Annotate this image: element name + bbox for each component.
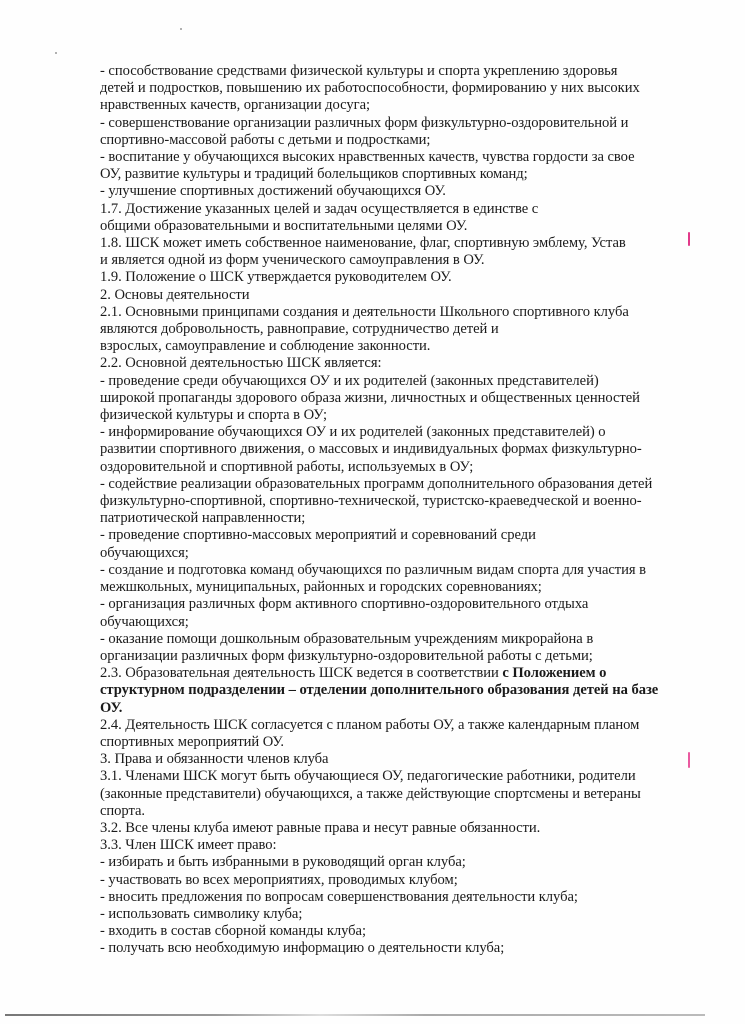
text-line: - проведение среди обучающихся ОУ и их родителей (законных представителей): [100, 372, 599, 389]
text-line: 2. Основы деятельности: [100, 286, 250, 303]
text-line: - участвовать во всех мероприятиях, проводимых клубом;: [100, 871, 458, 888]
text-line: физкультурно-спортивной, спортивно-технической, туристско-краеведческой и военно-: [100, 493, 642, 510]
text-line: - использовать символику клуба;: [100, 905, 303, 922]
text-line: 1.9. Положение о ШСК утверждается руководителем ОУ.: [100, 269, 452, 286]
text-line: - содействие реализации образовательных программ дополнительного образования детей: [100, 475, 653, 492]
text-line: ОУ, развитие культуры и традиций болельщиков спортивных команд;: [100, 166, 528, 183]
text-line: широкой пропаганды здорового образа жизни, личностных и общественных ценностей: [100, 389, 640, 406]
text-line: - способствование средствами физической культуры и спорта укреплению здоровья: [100, 63, 618, 79]
text-line: организации различных форм физкультурно-оздоровительной работы с детьми;: [100, 647, 593, 664]
text-line: - совершенствование организации различных форм физкультурно-оздоровительной и: [100, 114, 629, 131]
text-line: патриотической направленности;: [100, 510, 306, 527]
paragraph-2-3-line: [100, 665, 700, 682]
text-line: 3.1. Членами ШСК могут быть обучающиеся ОУ, педагогические работники, родители: [100, 768, 636, 785]
scan-speck: [180, 28, 182, 30]
text-line: физической культуры и спорта в ОУ;: [100, 407, 327, 424]
text-line: - организация различных форм активного спортивно-оздоровительного отдыха: [100, 596, 589, 613]
text-line: обучающихся;: [100, 613, 189, 630]
text-line: - создание и подготовка команд обучающихся по различным видам спорта для участия в: [100, 561, 646, 578]
margin-pen-mark: [688, 232, 690, 246]
text-line: - воспитание у обучающихся высоких нравственных качеств, чувства гордости за свое: [100, 149, 635, 166]
text-line: - входить в состав сборной команды клуба;: [100, 923, 366, 940]
text-line: 2.4. Деятельность ШСК согласуется с планом работы ОУ, а также календарным планом: [100, 716, 640, 733]
text-line: 1.7. Достижение указанных целей и задач осуществляется в единстве с: [100, 200, 539, 217]
text-line: межшкольных, муниципальных, районных и городских соревнованиях;: [100, 579, 542, 596]
text-line: взрослых, самоуправление и соблюдение законности.: [100, 338, 431, 355]
text-line: общими образовательными и воспитательными целями ОУ.: [100, 217, 468, 234]
text-line: спортивных мероприятий ОУ.: [100, 733, 284, 750]
text-line: являются добровольность, равноправие, сотрудничество детей и: [100, 321, 499, 338]
text-line: 3. Права и обязанности членов клуба: [100, 751, 329, 768]
text-line: 2.1. Основными принципами создания и деятельности Школьного спортивного клуба: [100, 303, 629, 320]
document-body-part-1: [100, 63, 700, 665]
text-line: - проведение спортивно-массовых мероприятий и соревнований среди: [100, 527, 536, 544]
document-page: [100, 63, 700, 958]
text-line: 2.2. Основной деятельностью ШСК является:: [100, 355, 382, 372]
bold-line: ОУ.: [100, 699, 123, 716]
paragraph-2-3-text: 2.3. Образовательная деятельность ШСК ведется в соответствии: [100, 665, 503, 682]
text-line: нравственных качеств, организации досуга;: [100, 97, 371, 114]
text-line: - оказание помощи дошкольным образовательным учреждениям микрорайона в: [100, 630, 594, 647]
text-line: 1.8. ШСК может иметь собственное наименование, флаг, спортивную эмблему, Устав: [100, 235, 626, 252]
text-line: - избирать и быть избранными в руководящий орган клуба;: [100, 854, 466, 871]
text-line: спорта.: [100, 802, 146, 819]
text-line: спортивно-массовой работы с детьми и подростками;: [100, 131, 431, 148]
text-line: детей и подростков, повышению их работоспособности, формированию у них высоких: [100, 80, 640, 97]
text-line: развитии спортивного движения, о массовых и индивидуальных формах физкультурно-: [100, 441, 642, 458]
text-line: 3.3. Член ШСК имеет право:: [100, 837, 277, 854]
margin-pen-mark: [688, 752, 690, 768]
text-line: обучающихся;: [100, 544, 189, 561]
text-line: - улучшение спортивных достижений обучающихся ОУ.: [100, 183, 446, 200]
paragraph-2-3-bold-text: с Положением о: [502, 665, 607, 682]
text-line: - информирование обучающихся ОУ и их родителей (законных представителей) о: [100, 424, 606, 441]
scan-edge-line: [5, 1014, 705, 1016]
bold-line: структурном подразделении – отделении дополнительного образования детей на базе: [100, 682, 659, 699]
text-line: оздоровительной и спортивной работы, используемых в ОУ;: [100, 458, 474, 475]
text-line: 3.2. Все члены клуба имеют равные права и несут равные обязанности.: [100, 819, 541, 836]
text-line: - получать всю необходимую информацию о деятельности клуба;: [100, 940, 505, 957]
document-body-part-2: [100, 717, 700, 958]
scan-speck: [55, 52, 57, 54]
text-line: (законные представители) обучающихся, а также действующие спортсмены и ветераны: [100, 785, 641, 802]
text-line: - вносить предложения по вопросам совершенствования деятельности клуба;: [100, 888, 578, 905]
text-line: и является одной из форм ученического самоуправления в ОУ.: [100, 252, 485, 269]
